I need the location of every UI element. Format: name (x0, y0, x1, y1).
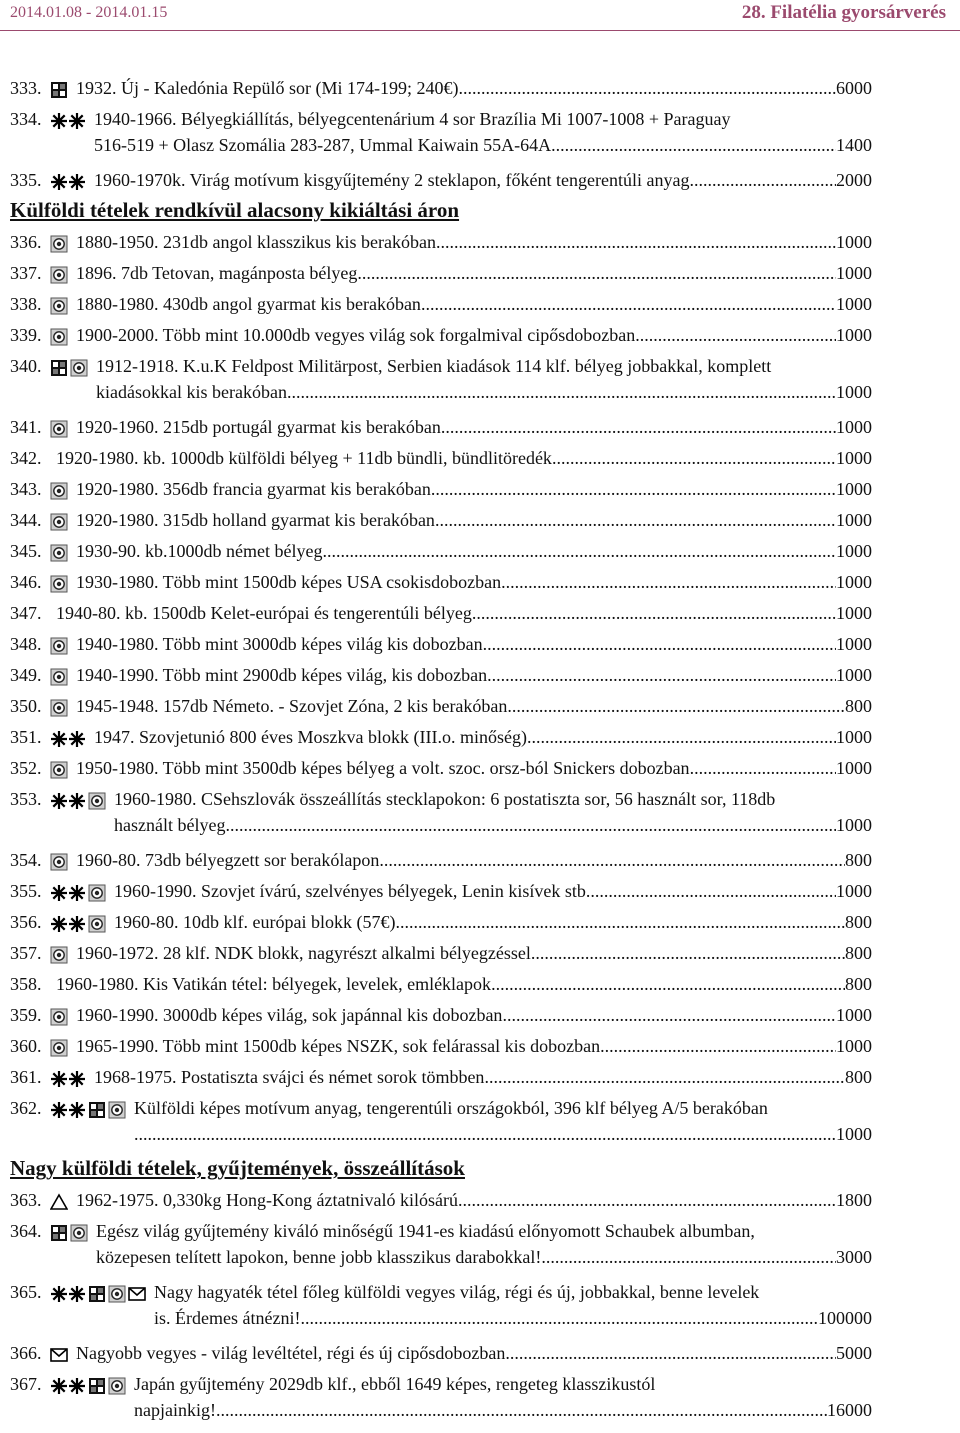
lot-description: 1912-1918. K.u.K Feldpost Militärpost, Serbien kiadások 114 klf. bélyeg jobbakkal, komplett (96, 356, 772, 376)
lot-number: 355. (10, 881, 42, 901)
lot-number: 358. (10, 974, 42, 994)
lot-price: 1000 (836, 634, 872, 654)
page-header (0, 0, 960, 30)
leader-dots (287, 380, 836, 406)
block-icon (88, 1101, 106, 1119)
used-stamp-icon (50, 637, 68, 655)
leader-dots (458, 76, 836, 102)
leader-dots (527, 725, 836, 751)
lot-description: 1932. Új - Kaledónia Repülő sor (Mi 174-199; 240€) (76, 78, 459, 98)
lot-description: 1960-1970k. Virág motívum kisgyűjtemény 2 steklapon, főként tengerentúli anyag (94, 170, 690, 190)
lot-item (10, 725, 872, 756)
lot-item (10, 168, 872, 199)
lot-number: 354. (10, 850, 42, 870)
lot-price: 3000 (836, 1246, 872, 1267)
lot-number: 341. (10, 417, 42, 437)
condition-symbols (50, 694, 70, 719)
condition-symbols (50, 76, 70, 101)
lot-item (10, 972, 872, 1003)
section-title: Külföldi tételek rendkívül alacsony kikiáltási áron (10, 198, 460, 222)
lot-price: 800 (845, 912, 872, 932)
lot-item (10, 508, 872, 539)
lot-price: 800 (845, 974, 872, 994)
lot-item (10, 601, 872, 632)
lot-number: 333. (10, 78, 42, 98)
lot-description-continued: 516-519 + Olasz Szomália 283-287, Ummal Kaiwain 55A-64A (94, 134, 552, 155)
lot-description: 1920-1960. 215db portugál gyarmat kis berakóban (76, 417, 441, 437)
lot-description: 1962-1975. 0,330kg Hong-Kong áztatnivaló kilósárú (76, 1190, 458, 1210)
leader-dots (531, 941, 845, 967)
condition-symbols (50, 323, 70, 348)
envelope-icon (50, 1346, 68, 1364)
leader-dots (379, 848, 845, 874)
lot-number: 348. (10, 634, 42, 654)
lot-number: 340. (10, 356, 42, 376)
used-stamp-icon (50, 513, 68, 531)
envelope-icon (128, 1285, 146, 1303)
lot-description: 1950-1980. Több mint 3500db képes bélyeg a volt. szoc. orsz-ból Snickers dobozban (76, 758, 690, 778)
lot-description: 1896. 7db Tetovan, magánposta bélyeg (76, 263, 358, 283)
lot-price: 1000 (836, 263, 872, 283)
lot-description: 1947. Szovjetunió 800 éves Moszkva blokk (III.o. minőség) (94, 727, 527, 747)
condition-symbols (50, 1003, 70, 1028)
condition-symbols (50, 1096, 128, 1121)
lot-item (10, 1219, 872, 1280)
used-stamp-icon (50, 328, 68, 346)
mint-stars-icon (50, 730, 86, 748)
lot-description-continued: használt bélyeg (114, 814, 226, 835)
lot-price: 1000 (836, 448, 872, 468)
leader-dots (551, 133, 836, 159)
lot-item (10, 1280, 872, 1341)
lot-price: 1000 (836, 541, 872, 561)
lot-price: 1000 (836, 479, 872, 499)
lot-price: 1000 (836, 1036, 872, 1056)
used-stamp-icon (50, 297, 68, 315)
leader-dots (472, 601, 836, 627)
lot-number: 353. (10, 789, 42, 809)
condition-symbols (50, 292, 70, 317)
condition-symbols (50, 508, 70, 533)
used-stamp-icon (50, 544, 68, 562)
used-stamp-icon (88, 915, 106, 933)
lot-description: 1880-1950. 231db angol klasszikus kis berakóban (76, 232, 436, 252)
lot-price: 1000 (836, 232, 872, 252)
lot-description: 1920-1980. kb. 1000db külföldi bélyeg + 11db bündli, bündlitöredék (56, 448, 552, 468)
mint-stars-icon (50, 1070, 86, 1088)
condition-symbols (50, 570, 70, 595)
leader-dots (435, 508, 836, 534)
condition-symbols (50, 1341, 70, 1366)
leader-dots (507, 694, 845, 720)
lot-price: 1800 (836, 1190, 872, 1210)
condition-symbols (50, 725, 88, 750)
leader-dots (300, 1306, 818, 1332)
leader-dots (436, 230, 836, 256)
condition-symbols (50, 1219, 90, 1244)
used-stamp-icon (50, 853, 68, 871)
leader-dots (502, 1003, 836, 1029)
lot-item (10, 663, 872, 694)
condition-symbols (50, 632, 70, 657)
lot-description: 1960-1972. 28 klf. NDK blokk, nagyrészt alkalmi bélyegzéssel (76, 943, 531, 963)
lot-number: 342. (10, 448, 42, 468)
lot-number: 346. (10, 572, 42, 592)
condition-symbols (50, 230, 70, 255)
lot-price: 800 (845, 696, 872, 716)
leader-dots (143, 1122, 836, 1148)
lot-description: 1900-2000. Több mint 10.000db vegyes világ sok forgalmival cipősdobozban (76, 325, 636, 345)
lot-description: 1880-1980. 430db angol gyarmat kis berakóban (76, 294, 421, 314)
used-stamp-icon (108, 1377, 126, 1395)
used-stamp-icon (50, 1008, 68, 1026)
block-icon (88, 1377, 106, 1395)
used-stamp-icon (50, 699, 68, 717)
condition-symbols (50, 1034, 70, 1059)
leader-dots (484, 1065, 845, 1091)
condition-symbols (50, 1188, 70, 1213)
lot-description: 1920-1980. 315db holland gyarmat kis berakóban (76, 510, 435, 530)
lot-number: 336. (10, 232, 42, 252)
auction-date-range: 2014.01.08 - 2014.01.15 (10, 4, 168, 21)
lot-item (10, 292, 872, 323)
lot-description: Külföldi képes motívum anyag, tengerentúli országokból, 396 klf bélyeg A/5 berakóban (134, 1098, 768, 1118)
leader-dots (552, 446, 836, 472)
lot-item (10, 910, 872, 941)
lot-number: 350. (10, 696, 42, 716)
leader-dots (487, 663, 836, 689)
lot-item (10, 76, 872, 107)
lot-description: 1965-1990. Több mint 1500db képes NSZK, sok felárassal kis dobozban (76, 1036, 601, 1056)
lot-description-continued: közepesen telített lapokon, benne jobb klasszikus darabokkal! (96, 1246, 542, 1267)
lot-price: 800 (845, 943, 872, 963)
mint-stars-icon (50, 884, 86, 902)
lot-item (10, 354, 872, 415)
lot-number: 338. (10, 294, 42, 314)
mint-stars-icon (50, 1101, 86, 1119)
lot-description: 1940-80. kb. 1500db Kelet-európai és tengerentúli bélyeg (56, 603, 472, 623)
condition-symbols (50, 910, 108, 935)
lot-price: 1000 (836, 294, 872, 314)
lot-price: 1000 (836, 881, 872, 901)
lot-number: 349. (10, 665, 42, 685)
lot-description: 1945-1948. 157db Németo. - Szovjet Zóna, 2 kis berakóban (76, 696, 508, 716)
lot-item (10, 230, 872, 261)
block-icon (88, 1285, 106, 1303)
triangle-icon (50, 1193, 68, 1211)
lot-price: 1000 (836, 417, 872, 437)
lot-price: 1000 (836, 1005, 872, 1025)
lot-description-continued: .. (134, 1123, 143, 1144)
leader-dots (690, 756, 836, 782)
condition-symbols (50, 168, 88, 193)
lot-price: 16000 (827, 1399, 872, 1420)
condition-symbols (50, 848, 70, 873)
leader-dots (458, 1188, 836, 1214)
lot-number: 357. (10, 943, 42, 963)
lot-price: 1000 (836, 603, 872, 623)
lot-description: Egész világ gyűjtemény kiváló minőségű 1941-es kiadású előnyomott Schaubek albumban, (96, 1221, 755, 1241)
lot-price: 800 (845, 1067, 872, 1087)
section-title: Nagy külföldi tételek, gyűjtemények, összeállítások (10, 1156, 465, 1180)
lot-price: 800 (845, 850, 872, 870)
used-stamp-icon (50, 482, 68, 500)
leader-dots (635, 323, 836, 349)
lot-description: 1960-80. 73db bélyegzett sor berakólapon (76, 850, 380, 870)
used-stamp-icon (70, 359, 88, 377)
lot-price: 100000 (818, 1307, 872, 1328)
block-icon (50, 359, 68, 377)
lot-price: 1000 (836, 665, 872, 685)
lot-description: 1940-1966. Bélyegkiállítás, bélyegcentenárium 4 sor Brazília Mi 1007-1008 + Paraguay (94, 109, 731, 129)
leader-dots (491, 972, 845, 998)
used-stamp-icon (50, 946, 68, 964)
lot-number: 365. (10, 1282, 42, 1302)
lot-description: 1940-1990. Több mint 2900db képes világ, kis dobozban (76, 665, 488, 685)
lot-number: 347. (10, 603, 42, 623)
lot-item (10, 1034, 872, 1065)
lot-description-continued: kiadásokkal kis berakóban (96, 381, 287, 402)
lot-list (10, 76, 872, 1433)
lot-item (10, 632, 872, 663)
used-stamp-icon (50, 1039, 68, 1057)
leader-dots (431, 477, 836, 503)
lot-item (10, 539, 872, 570)
lot-price: 1000 (836, 758, 872, 778)
leader-dots (395, 910, 845, 936)
condition-symbols (50, 663, 70, 688)
lot-description: 1960-80. 10db klf. európai blokk (57€) (114, 912, 396, 932)
lot-number: 339. (10, 325, 42, 345)
lot-description: 1960-1990. 3000db képes világ, sok japánnal kis dobozban (76, 1005, 503, 1025)
lot-price: 1000 (836, 510, 872, 530)
leader-dots (483, 632, 836, 658)
lot-price: 1000 (836, 727, 872, 747)
used-stamp-icon (50, 761, 68, 779)
lot-description: 1960-1980. Kis Vatikán tétel: bélyegek, levelek, emléklapok (56, 974, 492, 994)
lot-number: 345. (10, 541, 42, 561)
lot-number: 343. (10, 479, 42, 499)
leader-dots (421, 292, 836, 318)
lot-price: 1400 (836, 134, 872, 155)
lot-number: 352. (10, 758, 42, 778)
condition-symbols (50, 941, 70, 966)
lot-number: 366. (10, 1343, 42, 1363)
used-stamp-icon (70, 1224, 88, 1242)
condition-symbols (50, 477, 70, 502)
lot-item (10, 879, 872, 910)
condition-symbols (50, 1280, 148, 1305)
lot-price: 1000 (836, 1123, 872, 1144)
leader-dots (322, 539, 836, 565)
leader-dots (689, 168, 836, 194)
leader-dots (600, 1034, 836, 1060)
leader-dots (225, 813, 836, 839)
lot-number: 356. (10, 912, 42, 932)
used-stamp-icon (108, 1101, 126, 1119)
lot-number: 344. (10, 510, 42, 530)
lot-number: 360. (10, 1036, 42, 1056)
condition-symbols (50, 107, 88, 132)
lot-price: 1000 (836, 381, 872, 402)
lot-number: 359. (10, 1005, 42, 1025)
lot-number: 337. (10, 263, 42, 283)
lot-price: 5000 (836, 1343, 872, 1363)
lot-item (10, 1065, 872, 1096)
mint-stars-icon (50, 792, 86, 810)
lot-item (10, 477, 872, 508)
block-icon (50, 81, 68, 99)
lot-description: 1930-1980. Több mint 1500db képes USA csokisdobozban (76, 572, 502, 592)
lot-price: 1000 (836, 814, 872, 835)
used-stamp-icon (50, 235, 68, 253)
used-stamp-icon (50, 420, 68, 438)
mint-stars-icon (50, 1377, 86, 1395)
lot-price: 1000 (836, 325, 872, 345)
used-stamp-icon (88, 792, 106, 810)
lot-number: 367. (10, 1374, 42, 1394)
lot-number: 335. (10, 170, 42, 190)
mint-stars-icon (50, 173, 86, 191)
block-icon (50, 1224, 68, 1242)
lot-item (10, 570, 872, 601)
used-stamp-icon (50, 668, 68, 686)
lot-description: Japán gyűjtemény 2029db klf., ebből 1649 képes, rengeteg klasszikustól (134, 1374, 656, 1394)
leader-dots (599, 879, 836, 905)
lot-description: 1940-1980. Több mint 3000db képes világ kis dobozban (76, 634, 483, 654)
lot-description: 1960-1990. Szovjet ívárú, szelvényes bélyegek, Lenin kisívek stb... (114, 881, 600, 901)
used-stamp-icon (88, 884, 106, 902)
condition-symbols (50, 261, 70, 286)
lot-item (10, 694, 872, 725)
condition-symbols (50, 1372, 128, 1397)
condition-symbols (50, 756, 70, 781)
lot-description: Nagyobb vegyes - világ levéltétel, régi és új cipősdobozban (76, 1343, 506, 1363)
header-divider (0, 30, 960, 31)
lot-description: 1930-90. kb.1000db német bélyeg (76, 541, 323, 561)
lot-item (10, 1372, 872, 1433)
lot-item (10, 1096, 872, 1157)
leader-dots (441, 415, 836, 441)
lot-number: 361. (10, 1067, 42, 1087)
condition-symbols (50, 879, 108, 904)
lot-item (10, 1188, 872, 1219)
mint-stars-icon (50, 1285, 86, 1303)
lot-description: 1920-1980. 356db francia gyarmat kis berakóban (76, 479, 431, 499)
leader-dots (541, 1245, 836, 1271)
mint-stars-icon (50, 112, 86, 130)
condition-symbols (50, 787, 108, 812)
lot-item (10, 107, 872, 168)
lot-number: 364. (10, 1221, 42, 1241)
lot-description: 1960-1980. CSehszlovák összeállítás stecklapokon: 6 postatiszta sor, 56 használt sor, 118db (114, 789, 776, 809)
lot-item (10, 848, 872, 879)
lot-item (10, 446, 872, 477)
lot-price: 6000 (836, 78, 872, 98)
leader-dots (501, 570, 836, 596)
used-stamp-icon (50, 575, 68, 593)
lot-item (10, 1003, 872, 1034)
lot-number: 363. (10, 1190, 42, 1210)
leader-dots (216, 1398, 827, 1424)
lot-description-continued: napjainkig! (134, 1399, 216, 1420)
leader-dots (505, 1341, 836, 1367)
mint-stars-icon (50, 915, 86, 933)
lot-item (10, 941, 872, 972)
lot-price: 2000 (836, 170, 872, 190)
leader-dots (357, 261, 836, 287)
lot-number: 362. (10, 1098, 42, 1118)
used-stamp-icon (50, 266, 68, 284)
lot-description: Nagy hagyaték tétel főleg külföldi vegyes világ, régi és új, jobbakkal, benne levelek (154, 1282, 760, 1302)
condition-symbols (50, 415, 70, 440)
lot-item (10, 323, 872, 354)
auction-title: 28. Filatélia gyorsárverés (741, 2, 946, 23)
lot-item (10, 415, 872, 446)
lot-number: 351. (10, 727, 42, 747)
condition-symbols (50, 539, 70, 564)
lot-description: 1968-1975. Postatiszta svájci és német sorok tömbben (94, 1067, 485, 1087)
lot-item (10, 1341, 872, 1372)
lot-number: 334. (10, 109, 42, 129)
condition-symbols (50, 354, 90, 379)
lot-item (10, 756, 872, 787)
lot-price: 1000 (836, 572, 872, 592)
lot-description-continued: is. Érdemes átnézni! (154, 1307, 301, 1328)
lot-item (10, 787, 872, 848)
lot-item (10, 261, 872, 292)
condition-symbols (50, 1065, 88, 1090)
used-stamp-icon (108, 1285, 126, 1303)
